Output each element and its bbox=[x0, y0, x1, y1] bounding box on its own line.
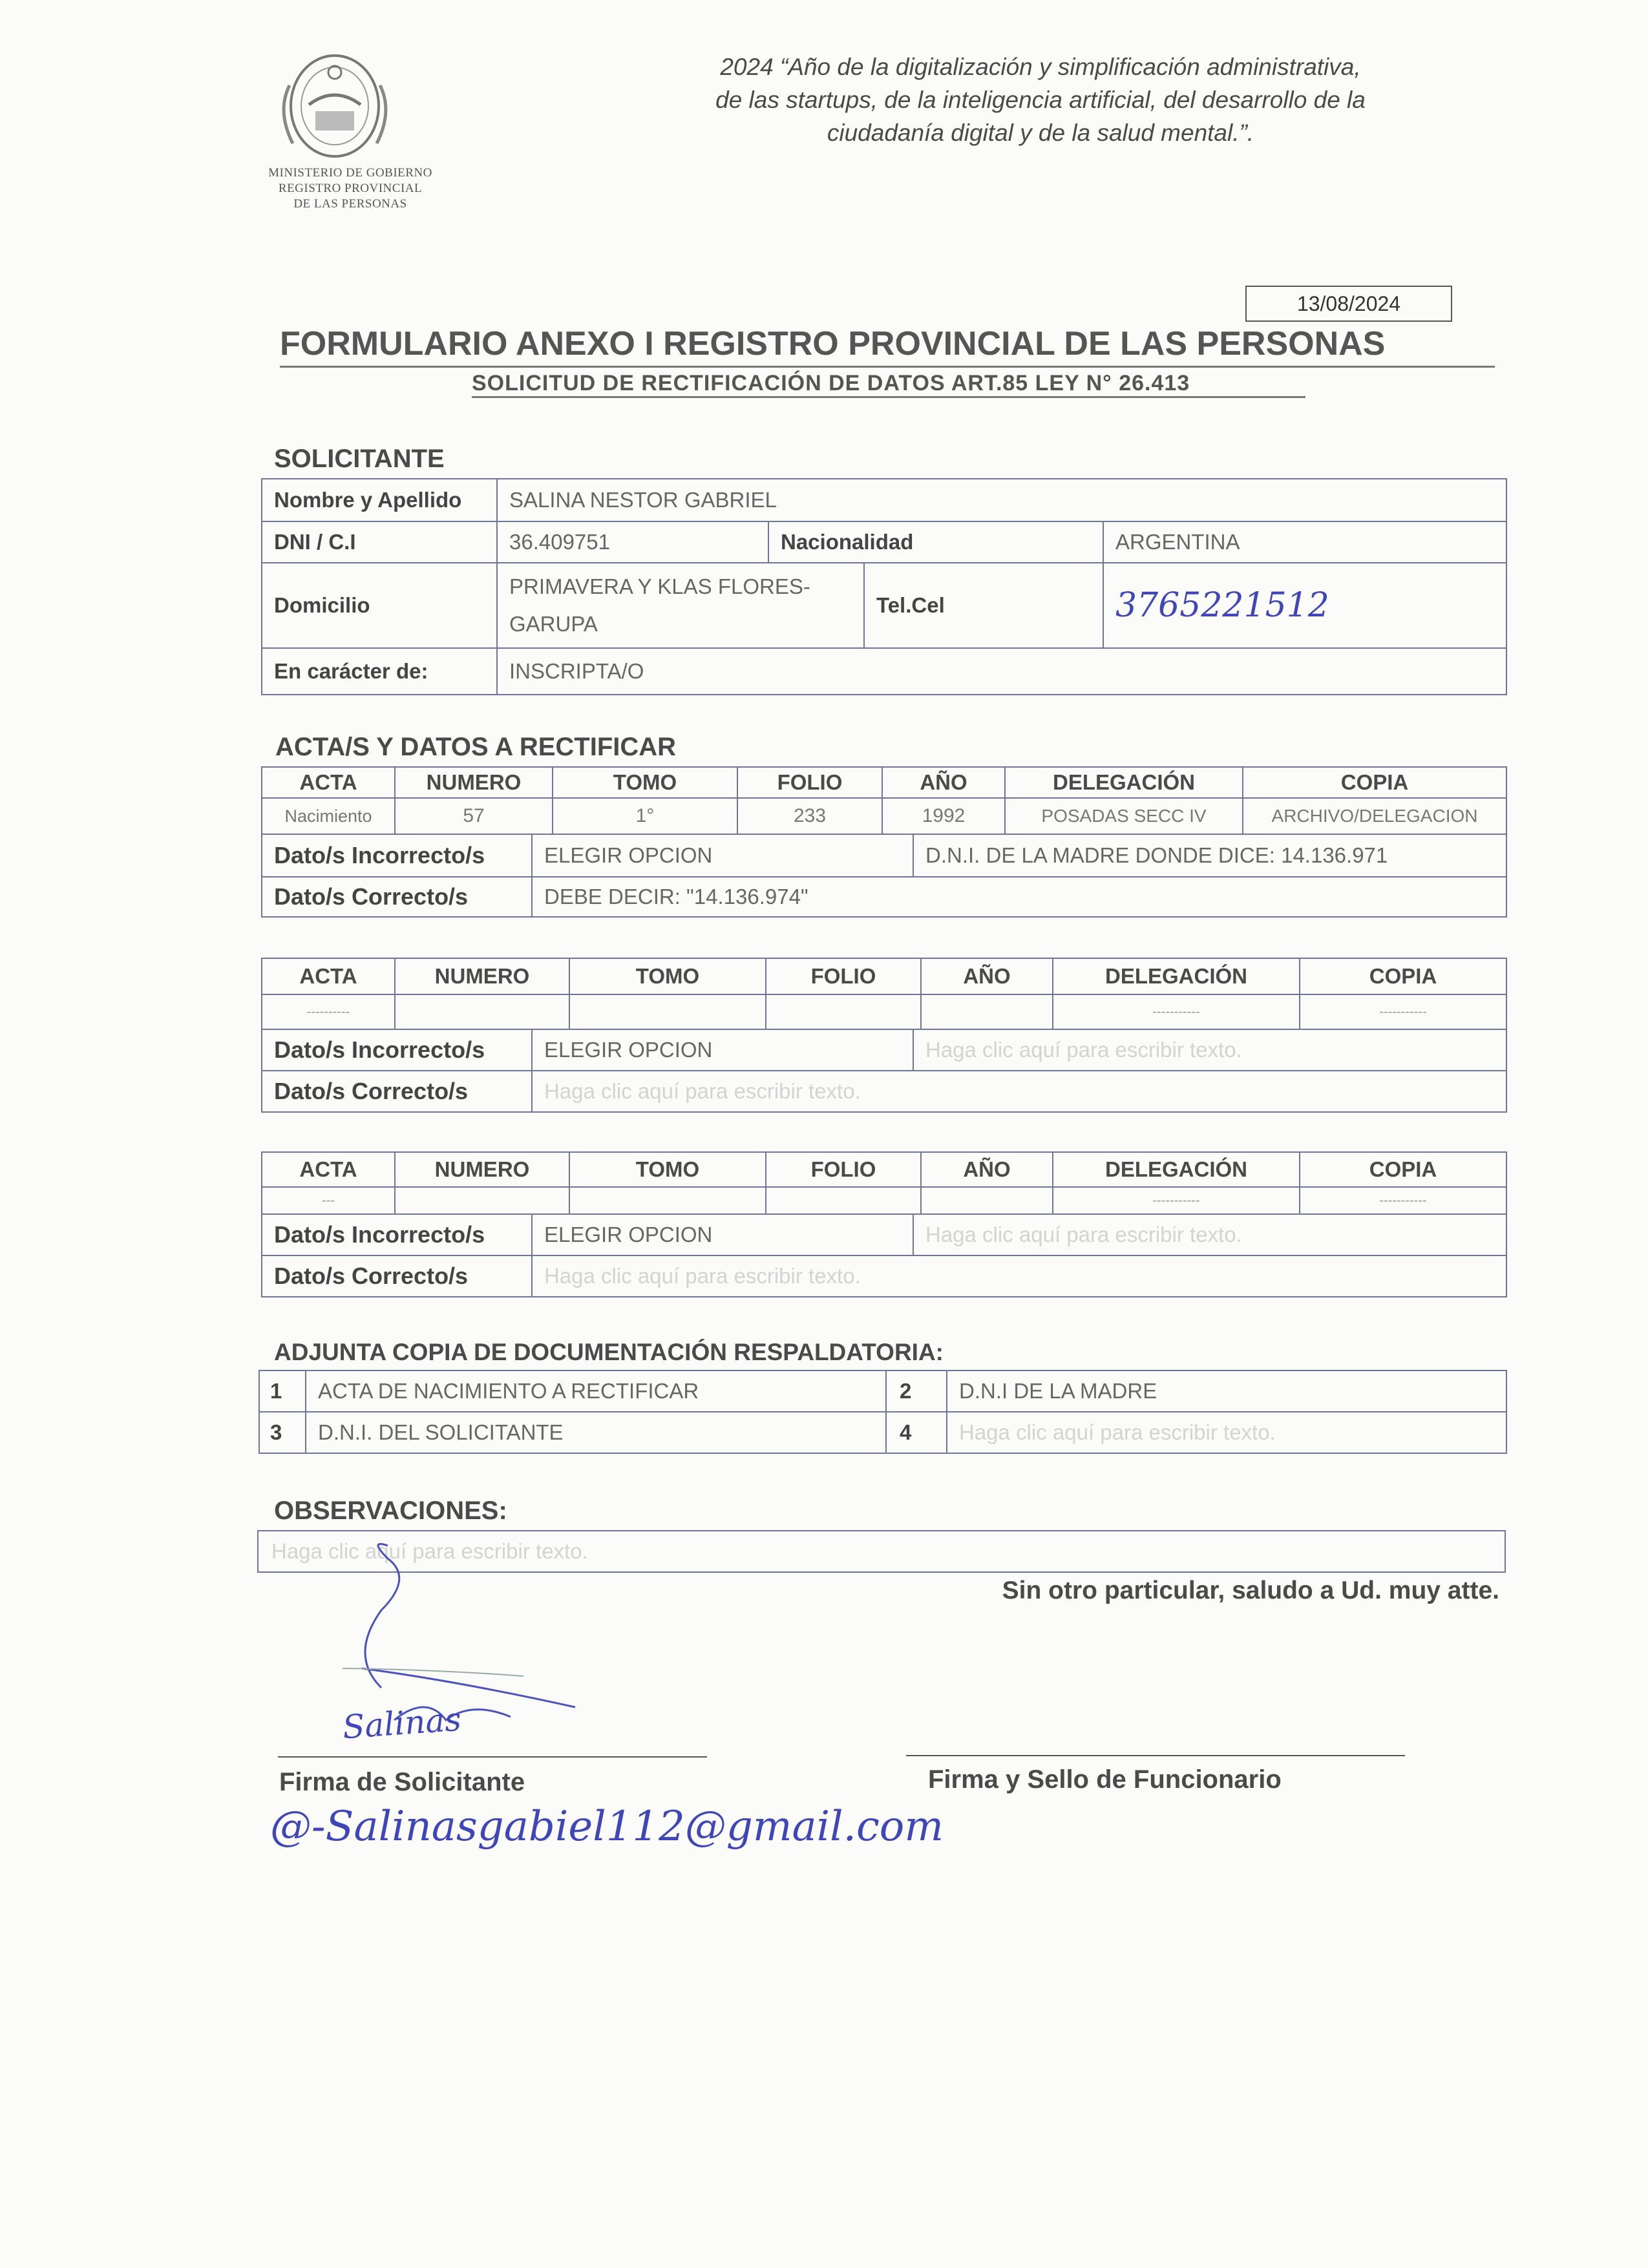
handwritten-email: @-Salinasgabiel112@gmail.com bbox=[270, 1803, 944, 1851]
header-folio: FOLIO bbox=[766, 958, 921, 994]
header-numero: NUMERO bbox=[395, 767, 553, 798]
incorrect-text-field[interactable]: D.N.I. DE LA MADRE DONDE DICE: 14.136.971 bbox=[913, 834, 1506, 877]
folio-field[interactable] bbox=[766, 1187, 921, 1214]
date-field[interactable]: 13/08/2024 bbox=[1245, 286, 1452, 322]
section-actas: ACTA/S Y DATOS A RECTIFICAR bbox=[275, 733, 677, 761]
label-caracter: En carácter de: bbox=[262, 648, 497, 695]
adjunta-num: 1 bbox=[259, 1370, 306, 1412]
label-incorrect: Dato/s Incorrecto/s bbox=[262, 1029, 532, 1071]
domicilio-line: PRIMAVERA Y KLAS FLORES- bbox=[509, 574, 810, 598]
header-numero: NUMERO bbox=[395, 1152, 569, 1187]
signature-line-solicitante bbox=[278, 1756, 707, 1758]
adjunta-table bbox=[259, 1370, 1507, 1454]
acta-block-1 bbox=[261, 766, 1507, 835]
acta-block-3-data bbox=[261, 1213, 1507, 1297]
header-acta: ACTA bbox=[262, 767, 395, 798]
acta-type-field[interactable]: ---------- bbox=[262, 994, 395, 1029]
header-delegacion: DELEGACIÓN bbox=[1005, 767, 1243, 798]
anio-field[interactable]: 1992 bbox=[882, 798, 1005, 834]
solicitante-table bbox=[261, 478, 1507, 695]
caracter-field[interactable]: INSCRIPTA/O bbox=[497, 648, 1506, 695]
label-nacionalidad: Nacionalidad bbox=[768, 521, 1103, 563]
incorrect-option-select[interactable]: ELEGIR OPCION bbox=[532, 1029, 913, 1071]
header-tomo: TOMO bbox=[553, 767, 737, 798]
nombre-field[interactable]: SALINA NESTOR GABRIEL bbox=[497, 479, 1506, 521]
copia-field[interactable]: ----------- bbox=[1300, 994, 1506, 1029]
header-anio: AÑO bbox=[921, 1152, 1053, 1187]
motto-line: de las startups, de la inteligencia artificial, del desarrollo de la bbox=[715, 87, 1366, 113]
adjunta-item-2[interactable]: D.N.I DE LA MADRE bbox=[947, 1370, 1506, 1412]
label-domicilio: Domicilio bbox=[262, 563, 497, 648]
header-delegacion: DELEGACIÓN bbox=[1053, 1152, 1300, 1187]
signature-line-funcionario bbox=[906, 1755, 1405, 1756]
folio-field[interactable]: 233 bbox=[737, 798, 882, 834]
copia-field[interactable]: ARCHIVO/DELEGACION bbox=[1243, 798, 1506, 834]
adjunta-item-1[interactable]: ACTA DE NACIMIENTO A RECTIFICAR bbox=[306, 1370, 886, 1412]
correct-text-field[interactable]: Haga clic aquí para escribir texto. bbox=[532, 1071, 1506, 1112]
tomo-field[interactable]: 1° bbox=[553, 798, 737, 834]
telcel-field[interactable] bbox=[1103, 563, 1506, 648]
acta-block-1-data bbox=[261, 834, 1507, 918]
adjunta-num: 3 bbox=[259, 1412, 306, 1453]
motto-line: 2024 “Año de la digitalización y simplificación administrativa, bbox=[720, 54, 1361, 80]
label-correct: Dato/s Correcto/s bbox=[262, 877, 532, 917]
solicitante-signature: Salinas bbox=[341, 1700, 463, 1747]
header-delegacion: DELEGACIÓN bbox=[1053, 958, 1300, 994]
header-anio: AÑO bbox=[921, 958, 1053, 994]
header-acta: ACTA bbox=[262, 958, 395, 994]
section-solicitante: SOLICITANTE bbox=[274, 445, 445, 473]
numero-field[interactable]: 57 bbox=[395, 798, 553, 834]
label-telcel: Tel.Cel bbox=[864, 563, 1103, 648]
label-incorrect: Dato/s Incorrecto/s bbox=[262, 1214, 532, 1255]
header-copia: COPIA bbox=[1300, 958, 1506, 994]
header-anio: AÑO bbox=[882, 767, 1005, 798]
label-correct: Dato/s Correcto/s bbox=[262, 1255, 532, 1297]
provincial-seal-icon bbox=[270, 47, 399, 162]
header-tomo: TOMO bbox=[569, 1152, 766, 1187]
nacionalidad-field[interactable]: ARGENTINA bbox=[1103, 521, 1506, 563]
adjunta-item-3[interactable]: D.N.I. DEL SOLICITANTE bbox=[306, 1412, 886, 1453]
adjunta-num: 2 bbox=[886, 1370, 947, 1412]
acta-block-2 bbox=[261, 958, 1507, 1030]
acta-type-field[interactable]: Nacimiento bbox=[262, 798, 395, 834]
correct-text-field[interactable]: Haga clic aquí para escribir texto. bbox=[532, 1255, 1506, 1297]
ministry-heading bbox=[240, 165, 460, 212]
header-acta: ACTA bbox=[262, 1152, 395, 1187]
telcel-handwritten: 3765221512 bbox=[1115, 586, 1329, 625]
correct-text-field[interactable]: DEBE DECIR: "14.136.974" bbox=[532, 877, 1506, 917]
domicilio-line: GARUPA bbox=[509, 612, 598, 636]
year-motto bbox=[620, 50, 1461, 149]
delegacion-field[interactable]: ----------- bbox=[1053, 994, 1300, 1029]
adjunta-item-4[interactable]: Haga clic aquí para escribir texto. bbox=[947, 1412, 1506, 1453]
section-observaciones: OBSERVACIONES: bbox=[274, 1496, 507, 1525]
tomo-field[interactable] bbox=[569, 1187, 766, 1214]
incorrect-option-select[interactable]: ELEGIR OPCION bbox=[532, 1214, 913, 1255]
motto-line: ciudadanía digital y de la salud mental.”. bbox=[827, 120, 1254, 146]
ministry-line: REGISTRO PROVINCIAL bbox=[278, 182, 423, 195]
label-nombre: Nombre y Apellido bbox=[262, 479, 497, 521]
anio-field[interactable] bbox=[921, 1187, 1053, 1214]
header-tomo: TOMO bbox=[569, 958, 766, 994]
section-adjunta: ADJUNTA COPIA DE DOCUMENTACIÓN RESPALDATORIA: bbox=[274, 1339, 944, 1365]
header-copia: COPIA bbox=[1300, 1152, 1506, 1187]
incorrect-option-select[interactable]: ELEGIR OPCION bbox=[532, 834, 913, 877]
observaciones-field[interactable]: Haga clic aquí para escribir texto. bbox=[258, 1531, 1505, 1572]
copia-field[interactable]: ----------- bbox=[1300, 1187, 1506, 1214]
form-title: FORMULARIO ANEXO I REGISTRO PROVINCIAL DE LAS PERSONAS bbox=[280, 324, 1495, 368]
dni-field[interactable]: 36.409751 bbox=[497, 521, 768, 563]
header-folio: FOLIO bbox=[766, 1152, 921, 1187]
acta-block-3 bbox=[261, 1151, 1507, 1215]
acta-block-2-data bbox=[261, 1029, 1507, 1113]
label-correct: Dato/s Correcto/s bbox=[262, 1071, 532, 1112]
incorrect-text-field[interactable]: Haga clic aquí para escribir texto. bbox=[913, 1214, 1506, 1255]
header-copia: COPIA bbox=[1243, 767, 1506, 798]
closing-text: Sin otro particular, saludo a Ud. muy atte. bbox=[1002, 1577, 1499, 1604]
signature-scribble bbox=[343, 1533, 614, 1727]
acta-type-field[interactable]: --- bbox=[262, 1187, 395, 1214]
header-numero: NUMERO bbox=[395, 958, 569, 994]
numero-field[interactable] bbox=[395, 994, 569, 1029]
domicilio-field[interactable] bbox=[497, 563, 864, 648]
label-dni: DNI / C.I bbox=[262, 521, 497, 563]
delegacion-field[interactable]: POSADAS SECC IV bbox=[1005, 798, 1243, 834]
ministry-line: DE LAS PERSONAS bbox=[293, 197, 407, 211]
header-folio: FOLIO bbox=[737, 767, 882, 798]
label-firma-funcionario: Firma y Sello de Funcionario bbox=[928, 1765, 1282, 1794]
tomo-field[interactable] bbox=[569, 994, 766, 1029]
adjunta-num: 4 bbox=[886, 1412, 947, 1453]
folio-field[interactable] bbox=[766, 994, 921, 1029]
delegacion-field[interactable]: ----------- bbox=[1053, 1187, 1300, 1214]
form-subtitle: SOLICITUD DE RECTIFICACIÓN DE DATOS ART.85 LEY N° 26.413 bbox=[472, 371, 1305, 398]
ministry-line: MINISTERIO DE GOBIERNO bbox=[268, 166, 432, 180]
anio-field[interactable] bbox=[921, 994, 1053, 1029]
label-incorrect: Dato/s Incorrecto/s bbox=[262, 834, 532, 877]
label-firma-solicitante: Firma de Solicitante bbox=[279, 1768, 525, 1796]
numero-field[interactable] bbox=[395, 1187, 569, 1214]
incorrect-text-field[interactable]: Haga clic aquí para escribir texto. bbox=[913, 1029, 1506, 1071]
